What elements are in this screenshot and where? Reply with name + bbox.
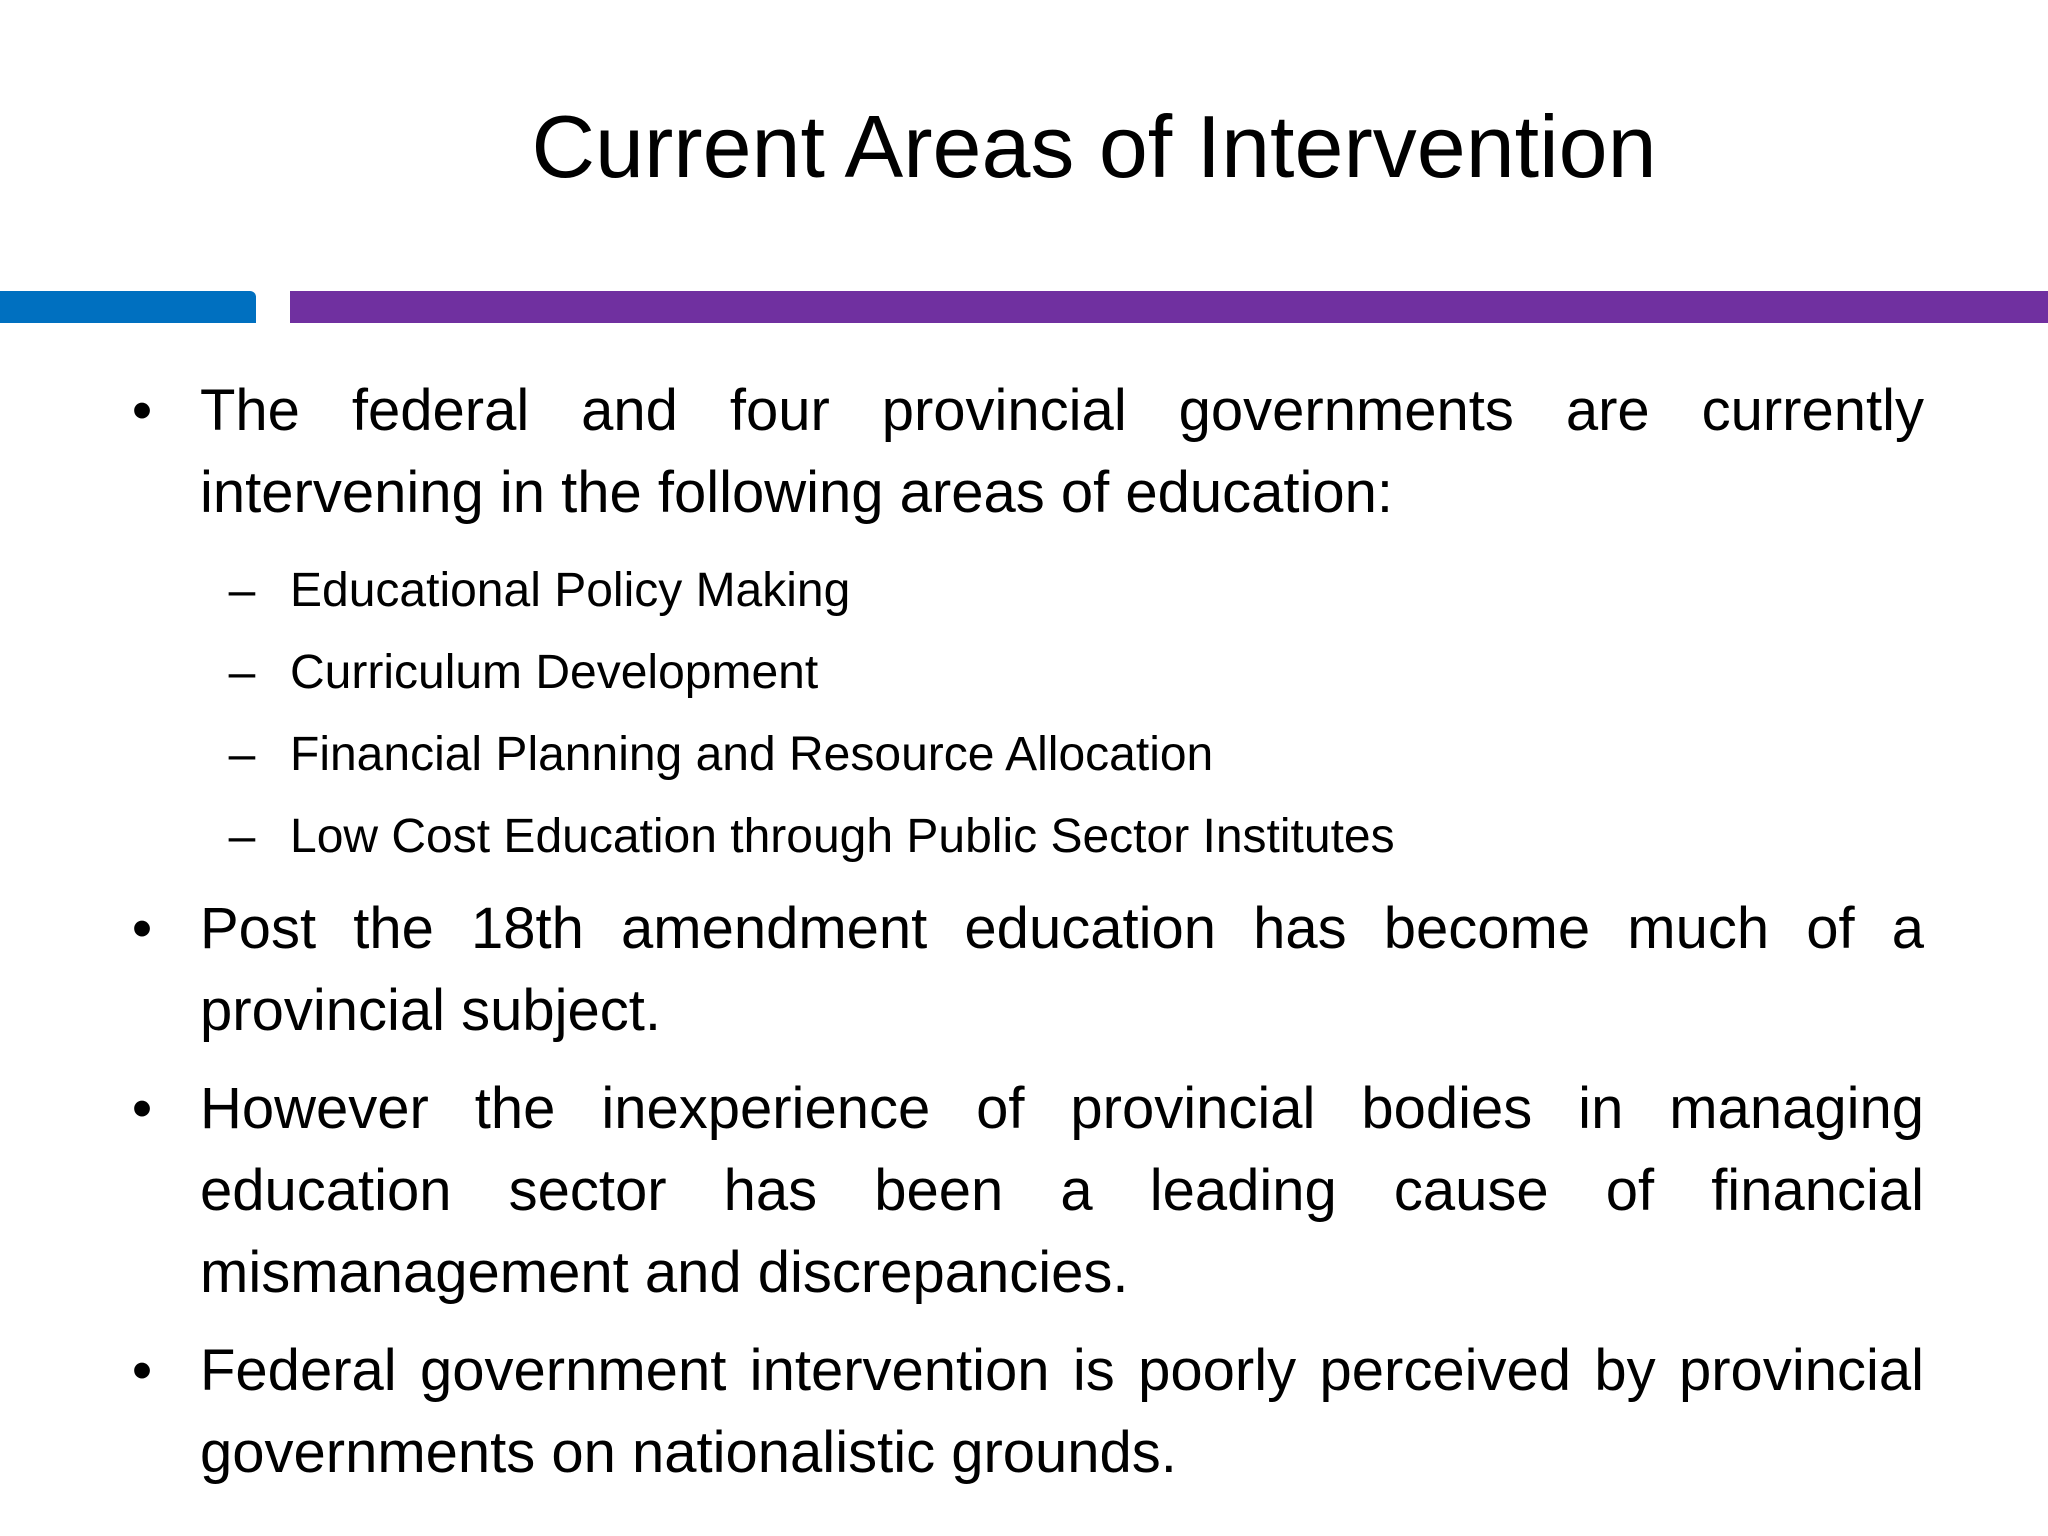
bullet-text: Post the 18th amendment education has become much of a provincial subject.	[200, 896, 1924, 1043]
sub-item-1	[228, 550, 2048, 632]
dash-marker: –	[228, 646, 256, 699]
bullet-item-2	[131, 888, 1924, 1052]
sub-item-text: Curriculum Development	[290, 646, 819, 699]
bullet-item-4	[131, 1330, 1924, 1494]
bullet-text: Federal government intervention is poorly perceived by provincial governments on nationalistic grounds.	[200, 1338, 1924, 1485]
slide-title: Current Areas of Intervention	[531, 97, 1657, 196]
sub-item-3	[228, 714, 2048, 796]
bullet-item-3	[131, 1068, 1924, 1314]
bullet-list	[0, 370, 2048, 1510]
bullet-text: The federal and four provincial governments are currently intervening in the following areas of education:	[200, 378, 1924, 525]
sub-item-text: Educational Policy Making	[290, 564, 851, 617]
sub-item-2	[228, 632, 2048, 714]
sub-item-text: Low Cost Education through Public Sector Institutes	[290, 810, 1395, 863]
dash-marker: –	[228, 810, 256, 863]
accent-bar-blue	[0, 291, 256, 323]
bullet-marker: •	[131, 378, 153, 443]
bullet-marker: •	[131, 896, 153, 961]
dash-marker: –	[228, 564, 256, 617]
bullet-marker: •	[131, 1076, 153, 1141]
bullet-marker: •	[131, 1338, 153, 1403]
sub-item-4	[228, 796, 2048, 878]
sub-item-text: Financial Planning and Resource Allocation	[290, 728, 1214, 781]
dash-marker: –	[228, 728, 256, 781]
accent-bar-purple	[290, 291, 2048, 323]
bullet-item-1	[131, 370, 1924, 534]
bullet-text: However the inexperience of provincial bodies in managing education sector has been a leading cause of financial mismanagement and discrepancies.	[200, 1076, 1924, 1305]
sub-list	[0, 550, 2048, 878]
